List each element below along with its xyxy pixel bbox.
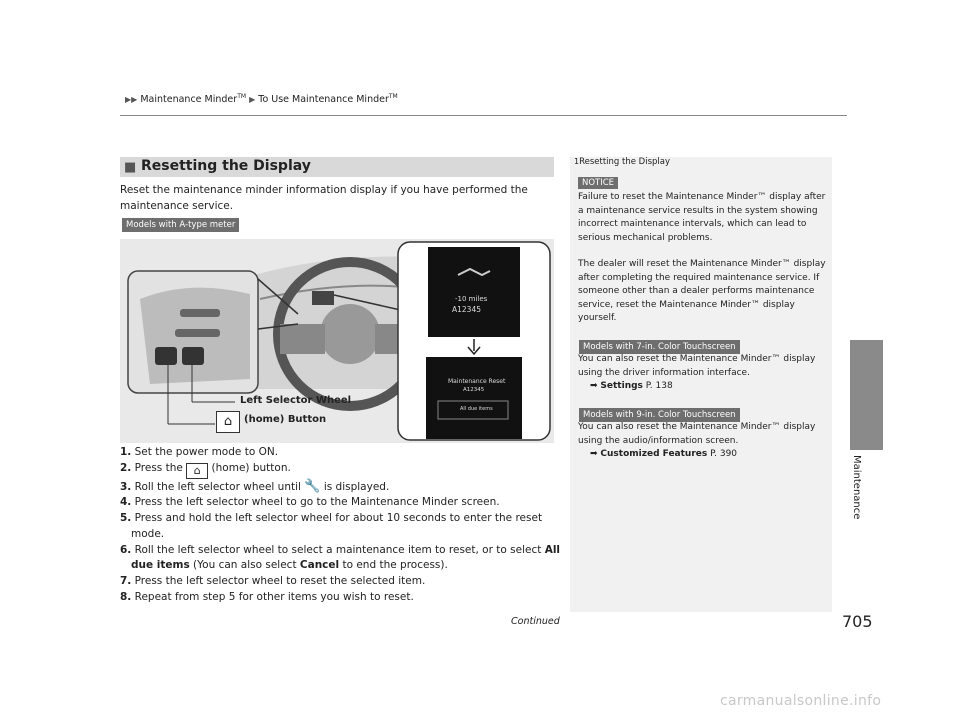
step-5: 5. Press and hold the left selector wheel for about 10 seconds to enter the reset mode.: [120, 512, 543, 540]
label-home-button: (home) Button: [244, 414, 327, 425]
note-p2: The dealer will reset the Maintenance Minder™ display after completing the required maintenance service. If someone other than a dealer performs maintenance service, reset the Maintenance Minder™ display yourself.: [578, 259, 826, 323]
screen1-code: A12345: [452, 305, 481, 314]
breadcrumb-arrow-icon: ▶▶: [125, 95, 138, 105]
breadcrumb-part2[interactable]: To Use Maintenance Minder: [258, 94, 389, 106]
screen2-item: All due items: [460, 406, 493, 412]
breadcrumb: [125, 93, 398, 105]
page-number: 705: [842, 612, 873, 631]
chapter-tab-label: Maintenance: [851, 455, 862, 520]
home-icon: ⌂: [186, 463, 208, 479]
side-note-title: 1Resetting the Display: [574, 157, 670, 167]
screen2-code: A12345: [463, 387, 485, 393]
model-tag: Models with A-type meter: [122, 218, 239, 232]
step-3: 3. Roll the left selector wheel until 🔧 is displayed.: [120, 478, 390, 494]
steering-wheel-figure: [120, 239, 554, 443]
xref-arrow-icon: ➡: [590, 381, 598, 391]
step-1: 1. Set the power mode to ON.: [120, 446, 279, 458]
section-header: [120, 157, 554, 177]
steering-wheel-illustration: [120, 239, 554, 443]
section-intro: Reset the maintenance minder information display if you have performed the maintenance service.: [120, 184, 528, 212]
note-marker-icon: 1: [574, 157, 580, 166]
steps-list: [120, 445, 560, 605]
step-2: 2. Press the ⌂ (home) button.: [120, 461, 291, 477]
step-7: 7. Press the left selector wheel to reset the selected item.: [120, 574, 426, 587]
model-tag-9in: Models with 9-in. Color Touchscreen: [579, 408, 740, 422]
note-p1: Failure to reset the Maintenance Minder™ display after a maintenance service results in the system showing incorrect maintenance intervals, which can lead to serious mechanical problems.: [578, 192, 826, 243]
step-8: 8. Repeat from step 5 for other items you wish to reset.: [120, 590, 414, 603]
breadcrumb-part1[interactable]: Maintenance Minder: [140, 94, 238, 106]
section-title: Resetting the Display: [141, 158, 311, 174]
header-rule: [120, 115, 847, 116]
tm-mark: TM: [388, 93, 398, 100]
xref-customized-features[interactable]: ➡ Customized Features P. 390: [590, 449, 738, 459]
xref-settings[interactable]: ➡ Settings P. 138: [590, 381, 673, 391]
note-p3: You can also reset the Maintenance Minder™ display using the driver information interface.: [578, 354, 816, 378]
xref-arrow-icon: ➡: [590, 449, 598, 459]
note-p4: You can also reset the Maintenance Minder™ display using the audio/information screen.: [578, 422, 816, 446]
continued-label: Continued: [511, 616, 560, 627]
step-4: 4. Press the left selector wheel to go to the Maintenance Minder screen.: [120, 496, 500, 509]
home-icon: ⌂: [216, 411, 240, 433]
breadcrumb-arrow-icon: ▶: [249, 95, 256, 105]
screen1-distance: -10 miles: [455, 295, 488, 303]
wrench-icon: 🔧: [304, 478, 321, 494]
watermark: carmanualsonline.info: [720, 693, 882, 709]
chapter-tab[interactable]: [850, 340, 883, 450]
notice-badge: NOTICE: [578, 177, 618, 189]
label-left-selector-wheel: Left Selector Wheel: [240, 395, 352, 406]
model-tag-7in: Models with 7-in. Color Touchscreen: [579, 340, 740, 354]
square-bullet-icon: ■: [124, 160, 137, 175]
step-6: 6. Roll the left selector wheel to select a maintenance item to reset, or to select All due items (You can also select Cancel to end the process).: [120, 543, 561, 572]
screen2-title: Maintenance Reset: [448, 378, 506, 385]
tm-mark: TM: [237, 93, 247, 100]
